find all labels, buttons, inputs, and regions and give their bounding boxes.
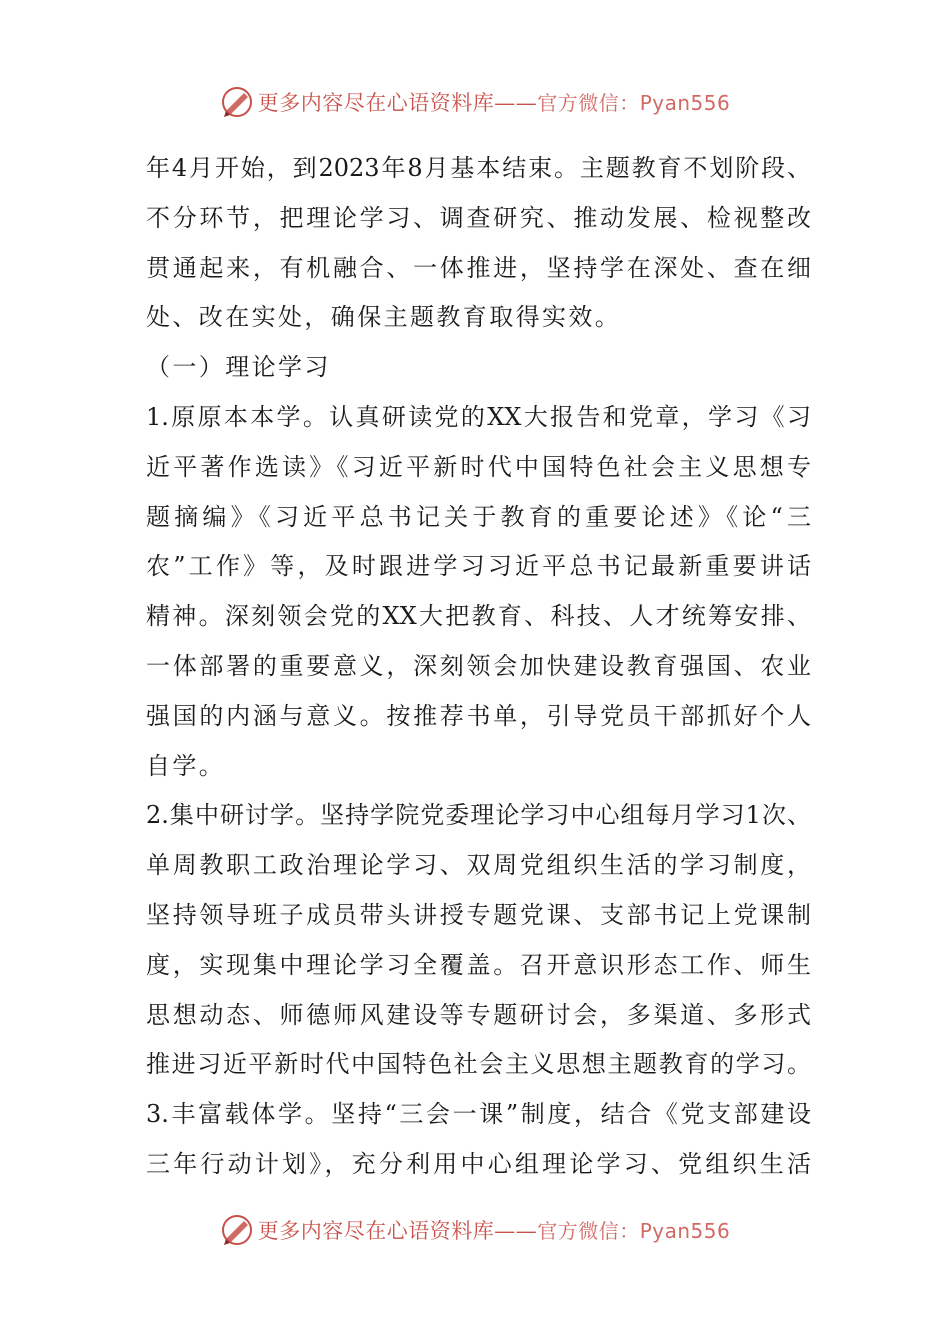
text-line: 近平著作选读》《习近平新时代中国特色社会主义思想专 bbox=[146, 452, 811, 481]
text-line: 1.原原本本学。认真研读党的XX大报告和党章，学习《习 bbox=[146, 402, 811, 431]
text-line: 贯通起来，有机融合、一体推进，坚持学在深处、查在细 bbox=[146, 253, 811, 282]
text-line: 题摘编》《习近平总书记关于教育的重要论述》《论“三 bbox=[146, 502, 811, 531]
pen-logo-icon bbox=[220, 1213, 254, 1247]
watermark-text: 更多内容尽在心语资料库——官方微信：Pyan556 bbox=[257, 1219, 731, 1243]
text-line: 思想动态、师德师风建设等专题研讨会，多渠道、多形式 bbox=[146, 1000, 811, 1029]
watermark-text: 更多内容尽在心语资料库——官方微信：Pyan556 bbox=[257, 91, 731, 115]
text-line: 3.丰富载体学。坚持“三会一课”制度，结合《党支部建设 bbox=[146, 1100, 811, 1129]
text-line: 三年行动计划》，充分利用中心组理论学习、党组织生活 bbox=[146, 1149, 811, 1178]
text-line: 度，实现集中理论学习全覆盖。召开意识形态工作、师生 bbox=[146, 950, 811, 979]
document-body bbox=[146, 144, 811, 1190]
text-line: 强国的内涵与意义。按推荐书单，引导党员干部抓好个人 bbox=[146, 701, 811, 730]
text-line: 自学。 bbox=[146, 751, 226, 780]
text-line: 不分环节，把理论学习、调查研究、推动发展、检视整改 bbox=[146, 203, 811, 232]
section-heading: （一）理论学习 bbox=[146, 353, 331, 382]
watermark-banner-bottom bbox=[0, 1210, 950, 1250]
text-line: 精神。深刻领会党的XX大把教育、科技、人才统筹安排、 bbox=[146, 602, 811, 631]
text-line: 2.集中研讨学。坚持学院党委理论学习中心组每月学习1次、 bbox=[146, 801, 811, 830]
text-line: 农”工作》等，及时跟进学习习近平总书记最新重要讲话 bbox=[146, 552, 811, 581]
watermark-banner-top bbox=[0, 82, 950, 122]
text-line: 一体部署的重要意义，深刻领会加快建设教育强国、农业 bbox=[146, 651, 811, 680]
pen-logo-icon bbox=[220, 85, 254, 119]
text-line: 单周教职工政治理论学习、双周党组织生活的学习制度， bbox=[146, 851, 811, 880]
text-line: 坚持领导班子成员带头讲授专题党课、支部书记上党课制 bbox=[146, 900, 811, 929]
text-line: 推进习近平新时代中国特色社会主义思想主题教育的学习。 bbox=[146, 1050, 811, 1079]
text-line: 处、改在实处，确保主题教育取得实效。 bbox=[146, 303, 622, 332]
text-line: 年4月开始，到2023年8月基本结束。主题教育不划阶段、 bbox=[146, 154, 811, 182]
